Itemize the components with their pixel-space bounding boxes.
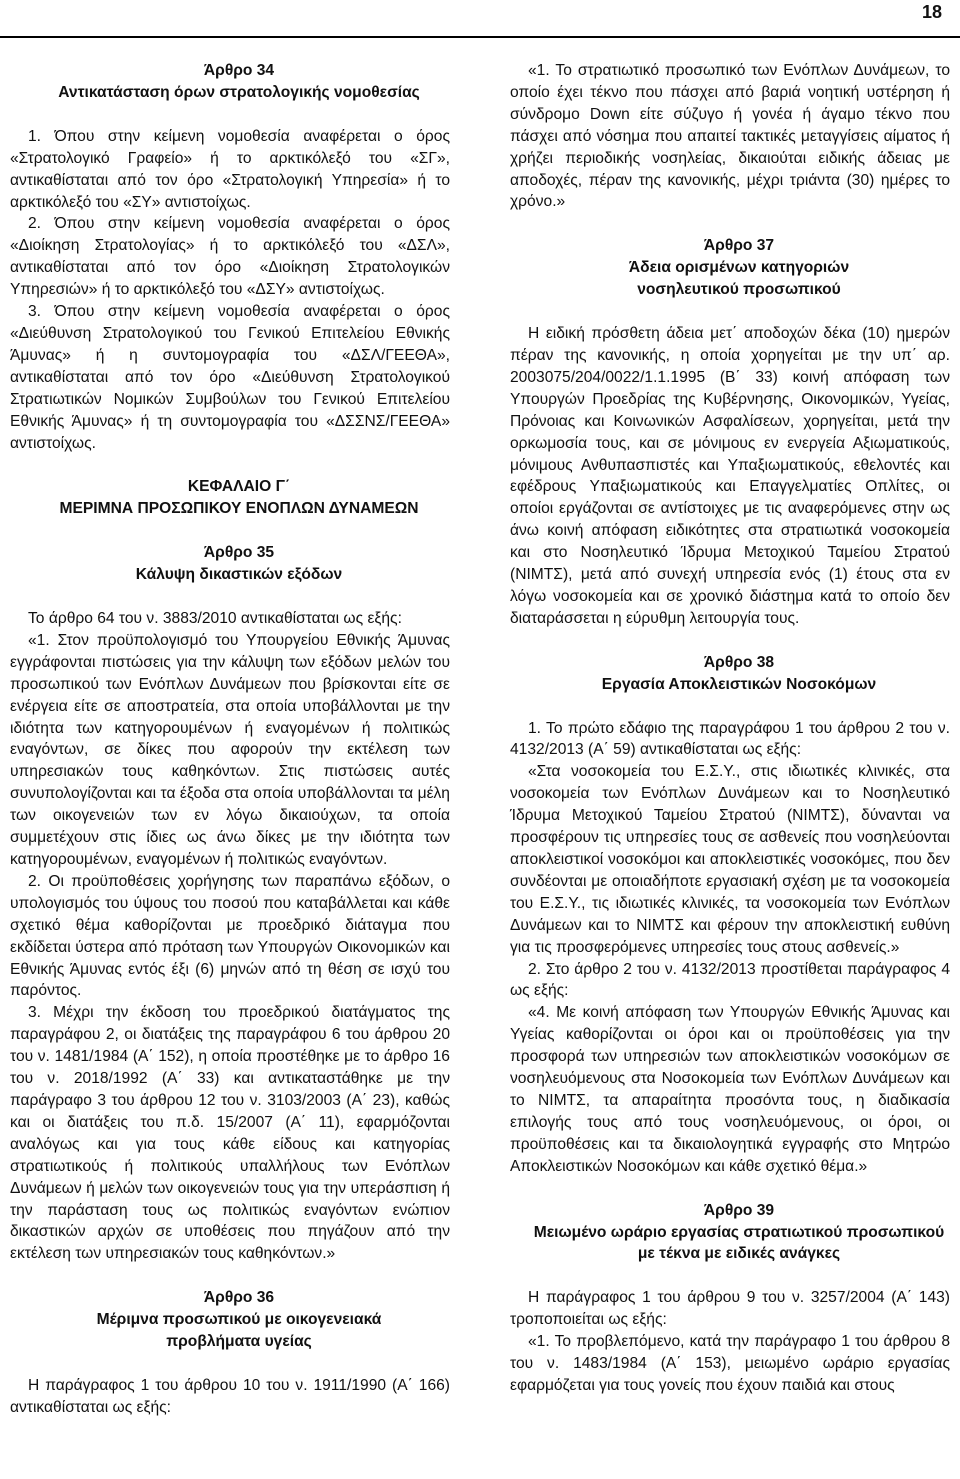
article-39-paragraph-2: «1. Το προβλεπόμενο, κατά την παράγραφο 1 του άρθρου 8 του ν. 1483/1984 (Α΄ 153), μειωμένο ωράριο εργασίας εφαρμόζεται για τους γονείς που έχουν παιδιά και στους <box>510 1333 950 1394</box>
article-35-intro: Το άρθρο 64 του ν. 3883/2010 αντικαθίσταται ως εξής: <box>28 610 402 628</box>
article-39-subtitle-line-2: με τέκνα με ειδικές ανάγκες <box>637 1245 841 1263</box>
article-34-subtitle: Αντικατάσταση όρων στρατολογικής νομοθεσίας <box>58 83 420 101</box>
article-37-paragraph-1: Η ειδική πρόσθετη άδεια μετ΄ αποδοχών δέκα (10) ημερών πέραν της κανονικής, η οποία χορηγείται με την υπ΄ αρ. 2003075/204/0022/1.1.1995 (Β΄ 33) κοινή απόφαση των Υπουργών Προεδρίας της Κυβέρνησης, Οικονομικών, Υγείας, Πρόνοιας και Κοινωνικών Ασφαλίσεων, χορηγείται, μετά την ορκωμοσία τους, και σε μόνιμους εν ενεργεία Αξιωματικούς, μόνιμους Ανθυπασπιστές και Υπαξιωματικούς, εθελοντές και εφέδρους Υπαξιωματικούς και Επαγγελματίες Οπλίτες, οι οποίοι εργάζονται σε αντίστοιχες με τις αναφερόμενες στην ως άνω κοινή απόφαση ειδικότητες στα στρατιωτικά νοσοκομεία και στο Νοσηλευτικό Ίδρυμα Μετοχικού Ταμείου Στρατού (ΝΙΜΤΣ), μετά από συνεχή υπηρεσία ενός (1) έτους στα εν λόγω νοσοκομεία και σε χρονικό διάστημα κατά το οποίο δεν διαταράσσεται η εύρυθμη λειτουργία τους. <box>510 325 950 627</box>
header-rule <box>0 36 960 38</box>
article-38-paragraph-1: 1. Το πρώτο εδάφιο της παραγράφου 1 του άρθρου 2 του ν. 4132/2013 (Α΄ 59) αντικαθίσταται ως εξής: <box>510 719 950 759</box>
chapter-title: ΚΕΦΑΛΑΙΟ Γ΄ <box>187 478 291 496</box>
article-38-paragraph-4: «4. Με κοινή απόφαση των Υπουργών Εθνικής Άμυνας και Υγείας καθορίζονται οι όροι και οι προϋποθέσεις για την προσφορά των υπηρεσιών των αποκλειστικών νοσοκόμων σε νοσηλευόμενους στα Νοσοκομεία των Ενόπλων Δυνάμεων και το ΝΙΜΤΣ, τα απαραίτητα προσόντα τους, η διαδικασία επιλογής τους από τους νοσηλευόμενους, οι όροι, οι προϋποθέσεις και τα δικαιολογητικά εγγραφής στο Μητρώο Αποκλειστικών Νοσοκόμων και κάθε σχετικό θέμα.» <box>510 1004 950 1175</box>
article-38-title: Άρθρο 38 <box>703 653 775 671</box>
article-39-paragraph-1: Η παράγραφος 1 του άρθρου 9 του ν. 3257/2004 (Α΄ 143) τροποποιείται ως εξής: <box>510 1289 950 1329</box>
article-37-subtitle-line-2: νοσηλευτικού προσωπικού <box>637 281 841 299</box>
article-35-title: Άρθρο 35 <box>203 544 275 562</box>
article-38-subtitle: Εργασία Αποκλειστικών Νοσοκόμων <box>601 675 877 693</box>
article-37-title: Άρθρο 37 <box>703 237 775 255</box>
article-38-paragraph-3: 2. Στο άρθρο 2 του ν. 4132/2013 προστίθεται παράγραφος 4 ως εξής: <box>510 960 950 1000</box>
article-39-subtitle-line-1: Μειωμένο ωράριο εργασίας στρατιωτικού προσωπικού <box>533 1223 945 1241</box>
article-34-paragraph-1: 1. Όπου στην κείμενη νομοθεσία αναφέρεται ο όρος «Στρατολογικό Γραφείο» ή το αρκτικόλεξό του «ΣΓ», αντικαθίσταται από τον όρο «Στρατολογική Υπηρεσία» ή το αρκτικόλεξό του «ΣΥ» αντιστοίχως. <box>10 127 450 211</box>
article-39-title: Άρθρο 39 <box>703 1201 775 1219</box>
article-35-subtitle: Κάλυψη δικαστικών εξόδων <box>135 566 343 584</box>
article-37-subtitle-line-1: Άδεια ορισμένων κατηγοριών <box>628 259 850 277</box>
article-35-paragraph-2: 2. Οι προϋποθέσεις χορήγησης των παραπάνω εξόδων, ο υπολογισμός του ύψους του ποσού που καταβάλλεται και κάθε σχετικό θέμα καθορίζονται με προεδρικό διάταγμα που εκδίδεται ύστερα από πρόταση των Υπουργών Οικονομικών και Εθνικής Άμυνας εντός έξι (6) μηνών από τη θέση σε ισχύ του παρόντος. <box>10 872 450 1000</box>
page-number: 18 <box>921 2 943 22</box>
article-34-paragraph-3: 3. Όπου στην κείμενη νομοθεσία αναφέρεται ο όρος «Διεύθυνση Στρατολογικού του Γενικού Επιτελείου Εθνικής Άμυνας» ή η συντομογραφία του «ΔΣΛ/ΓΕΕΘΑ», αντικαθίσταται από τον όρο «Διεύθυνση Στρατολογικού Στρατιωτικών Νομικών Συμβούλων του Γενικού Επιτελείου Εθνικής Άμυνας» ή τη συντομογραφία του «ΔΣΣΝΣ/ΓΕΕΘΑ» αντιστοίχως. <box>10 303 450 452</box>
left-column <box>10 60 450 1419</box>
article-38-paragraph-2: «Στα νοσοκομεία του Ε.Σ.Υ., στις ιδιωτικές κλινικές, στα νοσοκομεία των Ενόπλων Δυνάμεων και το Νοσηλευτικό Ίδρυμα Μετοχικού Ταμείου Στρατού (ΝΙΜΤΣ), δύνανται να προσφέρουν τις υπηρεσίες τους σε ασθενείς που νοσηλεύονται αποκλειστικοί νοσοκόμοι και αποκλειστικές νοσοκόμες, που δεν συνδέονται με οποιαδήποτε εργασιακή σχέση με τα νοσοκομεία του Ε.Σ.Υ., τις ιδιωτικές κλινικές, τα νοσοκομεία των Ενόπλων Δυνάμεων και το ΝΙΜΤΣ και φέρουν την αποκλειστική ευθύνη για τις προσφερόμενες υπηρεσίες τους στους ασθενείς.» <box>510 763 950 956</box>
article-35-paragraph-3: 3. Μέχρι την έκδοση του προεδρικού διατάγματος της παραγράφου 2, οι διατάξεις της παραγράφου 6 του άρθρου 20 του ν. 1481/1984 (Α΄ 152), η οποία προστέθηκε με το άρθρο 16 του ν. 2018/1992 (Α΄ 33) και αντικαταστάθηκε με την παράγραφο 3 του άρθρου 12 του ν. 3103/2003 (Α΄ 23), καθώς και οι διατάξεις του π.δ. 15/2007 (Α΄ 11), εφαρμόζονται αναλόγως και για τους κάθε είδους και κατηγορίας στρατιωτικούς ή πολιτικούς υπαλλήλους των Ενόπλων Δυνάμεων ή μελών των οικογενειών τους για την υπεράσπιση ή την παράσταση τους ως πολιτικώς εναγόντων ενώπιον δικαστικών αρχών σε υποθέσεις που πηγάζουν από την εκτέλεση των υπηρεσιακών τους καθηκόντων.» <box>10 1004 450 1263</box>
article-34-paragraph-2: 2. Όπου στην κείμενη νομοθεσία αναφέρεται ο όρος «Διοίκηση Στρατολογίας» ή το αρκτικόλεξό του «ΔΣΛ», αντικαθίσταται από τον όρο «Διοίκηση Στρατολογικών Υπηρεσιών» ή το αρκτικόλεξό του «ΔΣΥ» αντιστοίχως. <box>10 215 450 299</box>
chapter-subtitle: ΜΕΡΙΜΝΑ ΠΡΟΣΩΠΙΚΟΥ ΕΝΟΠΛΩΝ ΔΥΝΑΜΕΩΝ <box>59 500 419 518</box>
article-35-paragraph-1: «1. Στον προϋπολογισμό του Υπουργείου Εθνικής Άμυνας εγγράφονται πιστώσεις για την κάλυψη των εξόδων μελών του προσωπικού των Ενόπλων Δυνάμεων που βρίσκονται είτε σε ενέργεια είτε σε αποστρατεία, στα οποία υποβάλλονται με την ιδιότητα των κατηγορουμένων ή εναγομένων ή πολιτικώς εναγόντων, σε δίκες που αφορούν την εκτέλεση των υπηρεσιακών τους καθηκόντων. Στις πιστώσεις αυτές συνυπολογίζονται και τα έξοδα στα οποία υποβάλλονται τα μέλη των οικογενειών των εν λόγω δικαιούχων, τα οποία συμμετέχουν στις ίδιες ως άνω δίκες με την ιδιότητα των κατηγορουμένων, εναγομένων ή πολιτικώς εναγόντων. <box>10 631 450 868</box>
article-36-subtitle-line-1: Μέριμνα προσωπικού με οικογενειακά <box>96 1311 382 1329</box>
article-36-title: Άρθρο 36 <box>203 1289 275 1307</box>
article-36-intro: Η παράγραφος 1 του άρθρου 10 του ν. 1911/1990 (Α΄ 166) αντικαθίσταται ως εξής: <box>10 1376 450 1416</box>
article-34-title: Άρθρο 34 <box>203 62 275 79</box>
article-36-subtitle-line-2: προβλήματα υγείας <box>166 1333 312 1351</box>
right-column <box>510 60 950 1397</box>
article-36-continued: «1. Το στρατιωτικό προσωπικό των Ενόπλων Δυνάμεων, το οποίο έχει τέκνο που πάσχει από βαριά νοητική υστέρηση ή σύνδρομο Down είτε σύζυγο ή γονέα ή άγαμο τέκνο που πάσχει από νόσημα που απαιτεί τακτικές μεταγγίσεις αίματος ή χρήζει περιοδικής νοσηλείας, δικαιούται ειδικής άδειας με αποδοχές, πέραν της κανονικής, μέχρι τριάντα (30) ημέρες το χρόνο.» <box>510 62 950 211</box>
